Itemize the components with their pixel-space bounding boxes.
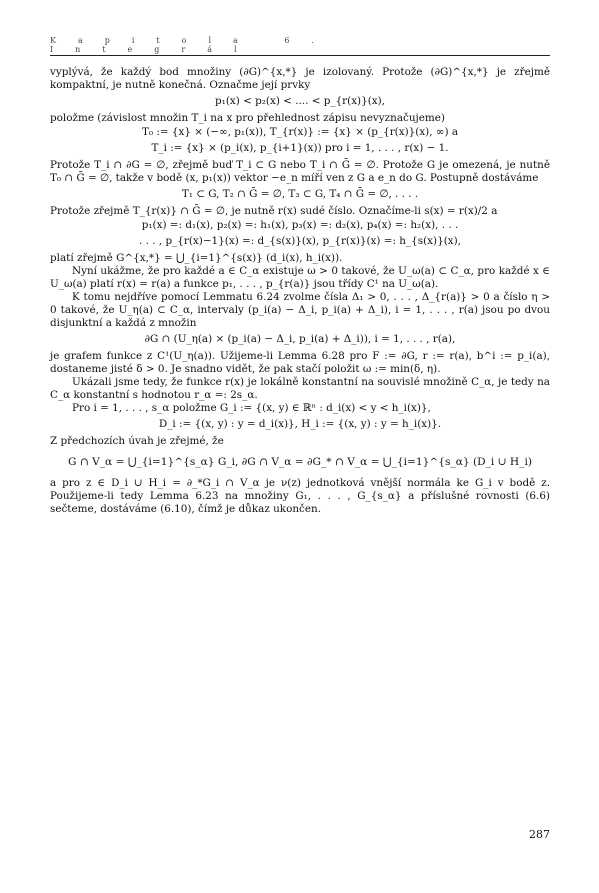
running-head: Kapitola 6. Integrál: [50, 36, 336, 54]
paragraph: platí zřejmě G^{x,*} = ⋃_{i=1}^{s(x)} (d_i(x), h_i(x)).: [50, 252, 343, 264]
header-rule: [50, 55, 550, 56]
paragraph: vyplývá, že každý bod množiny (∂G)^{x,*} je izolovaný. Protože (∂G)^{x,*} je zřejmě kompaktní, je nutně konečná. Označme její prvky: [50, 66, 550, 91]
page-number: 287: [529, 828, 550, 841]
paragraph: Pro i = 1, . . . , s_α položme G_i := {(x, y) ∈ ℝⁿ : d_i(x) < y < h_i(x)},: [72, 402, 431, 414]
paragraph: položme (závislost množin T_i na x pro přehlednost zápisu nevyznačujeme): [50, 112, 445, 124]
display-equation: T₀ := {x} × (−∞, p₁(x)), T_{r(x)} := {x} × (p_{r(x)}(x), ∞) a: [141, 126, 459, 138]
display-equation: ∂G ∩ (U_η(a) × (p_i(a) − Δ_i, p_i(a) + Δ_i)), i = 1, . . . , r(a),: [144, 333, 456, 345]
display-equation: p₁(x) < p₂(x) < .... < p_{r(x)}(x),: [215, 95, 385, 107]
display-equation: G ∩ V_α = ⋃_{i=1}^{s_α} G_i, ∂G ∩ V_α = ∂G_* ∩ V_α = ⋃_{i=1}^{s_α} (D_i ∪ H_i): [68, 456, 532, 468]
paragraph: a pro z ∈ D_i ∪ H_i = ∂_*G_i ∩ V_α je ν(z) jednotková vnější normála ke G_i v bodě z. Použijeme-li tedy Lemma 6.23 na množiny G₁, . . . , G_{s_α} a příslušné rovnosti (6.6) sečteme, dostáváme (6.10), čímž je důkaz ukončen.: [50, 477, 550, 515]
display-equation: T_i := {x} × (p_i(x), p_{i+1}(x)) pro i = 1, . . . , r(x) − 1.: [151, 142, 449, 154]
display-equation: T₁ ⊂ G, T₂ ∩ Ḡ = ∅, T₃ ⊂ G, T₄ ∩ Ḡ = ∅, . . . .: [181, 188, 419, 200]
paragraph: je grafem funkce z C¹(U_η(a)). Užijeme-li Lemma 6.28 pro F := ∂G, r := r(a), b^i := p_i(a), dostaneme jisté δ > 0. Je snadno vidět, že pak stačí položit ω := min(δ, η).: [50, 350, 550, 375]
page-body: [50, 66, 550, 516]
display-equation: . . . , p_{r(x)−1}(x) =: d_{s(x)}(x), p_{r(x)}(x) =: h_{s(x)}(x),: [139, 235, 461, 247]
paragraph: Nyní ukážme, že pro každé a ∈ C_α existuje ω > 0 takové, že U_ω(a) ⊂ C_α, pro každé x ∈ U_ω(a) platí r(x) = r(a) a funkce p₁, . . . , p_{r(a)} jsou třídy C¹ na U_ω(a).: [50, 265, 550, 290]
paragraph: Protože zřejmě T_{r(x)} ∩ Ḡ = ∅, je nutně r(x) sudé číslo. Označíme-li s(x) = r(x)/2 a: [50, 205, 498, 217]
display-equation: D_i := {(x, y) : y = d_i(x)}, H_i := {(x, y) : y = h_i(x)}.: [158, 418, 442, 430]
paragraph: Z předchozích úvah je zřejmé, že: [50, 435, 224, 447]
paragraph: Ukázali jsme tedy, že funkce r(x) je lokálně konstantní na souvislé množině C_α, je tedy na C_α konstantní s hodnotou r_α =: 2s_α.: [50, 376, 550, 401]
document-page: [50, 0, 550, 893]
display-equation: p₁(x) =: d₁(x), p₂(x) =: h₁(x), p₃(x) =: d₂(x), p₄(x) =: h₂(x), . . .: [141, 219, 459, 231]
paragraph: Protože T_i ∩ ∂G = ∅, zřejmě buď T_i ⊂ G nebo T_i ∩ Ḡ = ∅. Protože G je omezená, je nutně T₀ ∩ Ḡ = ∅, takže v bodě (x, p₁(x)) vektor −e_n míří ven z G a e_n do G. Postupně dostáváme: [50, 159, 550, 184]
paragraph: K tomu nejdříve pomocí Lemmatu 6.24 zvolme čísla Δ₁ > 0, . . . , Δ_{r(a)} > 0 a číslo η > 0 takové, že U_η(a) ⊂ C_α, intervaly (p_i(a) − Δ_i, p_i(a) + Δ_i), i = 1, . . . , r(a) jsou po dvou disjunktní a každá z množin: [50, 291, 550, 329]
